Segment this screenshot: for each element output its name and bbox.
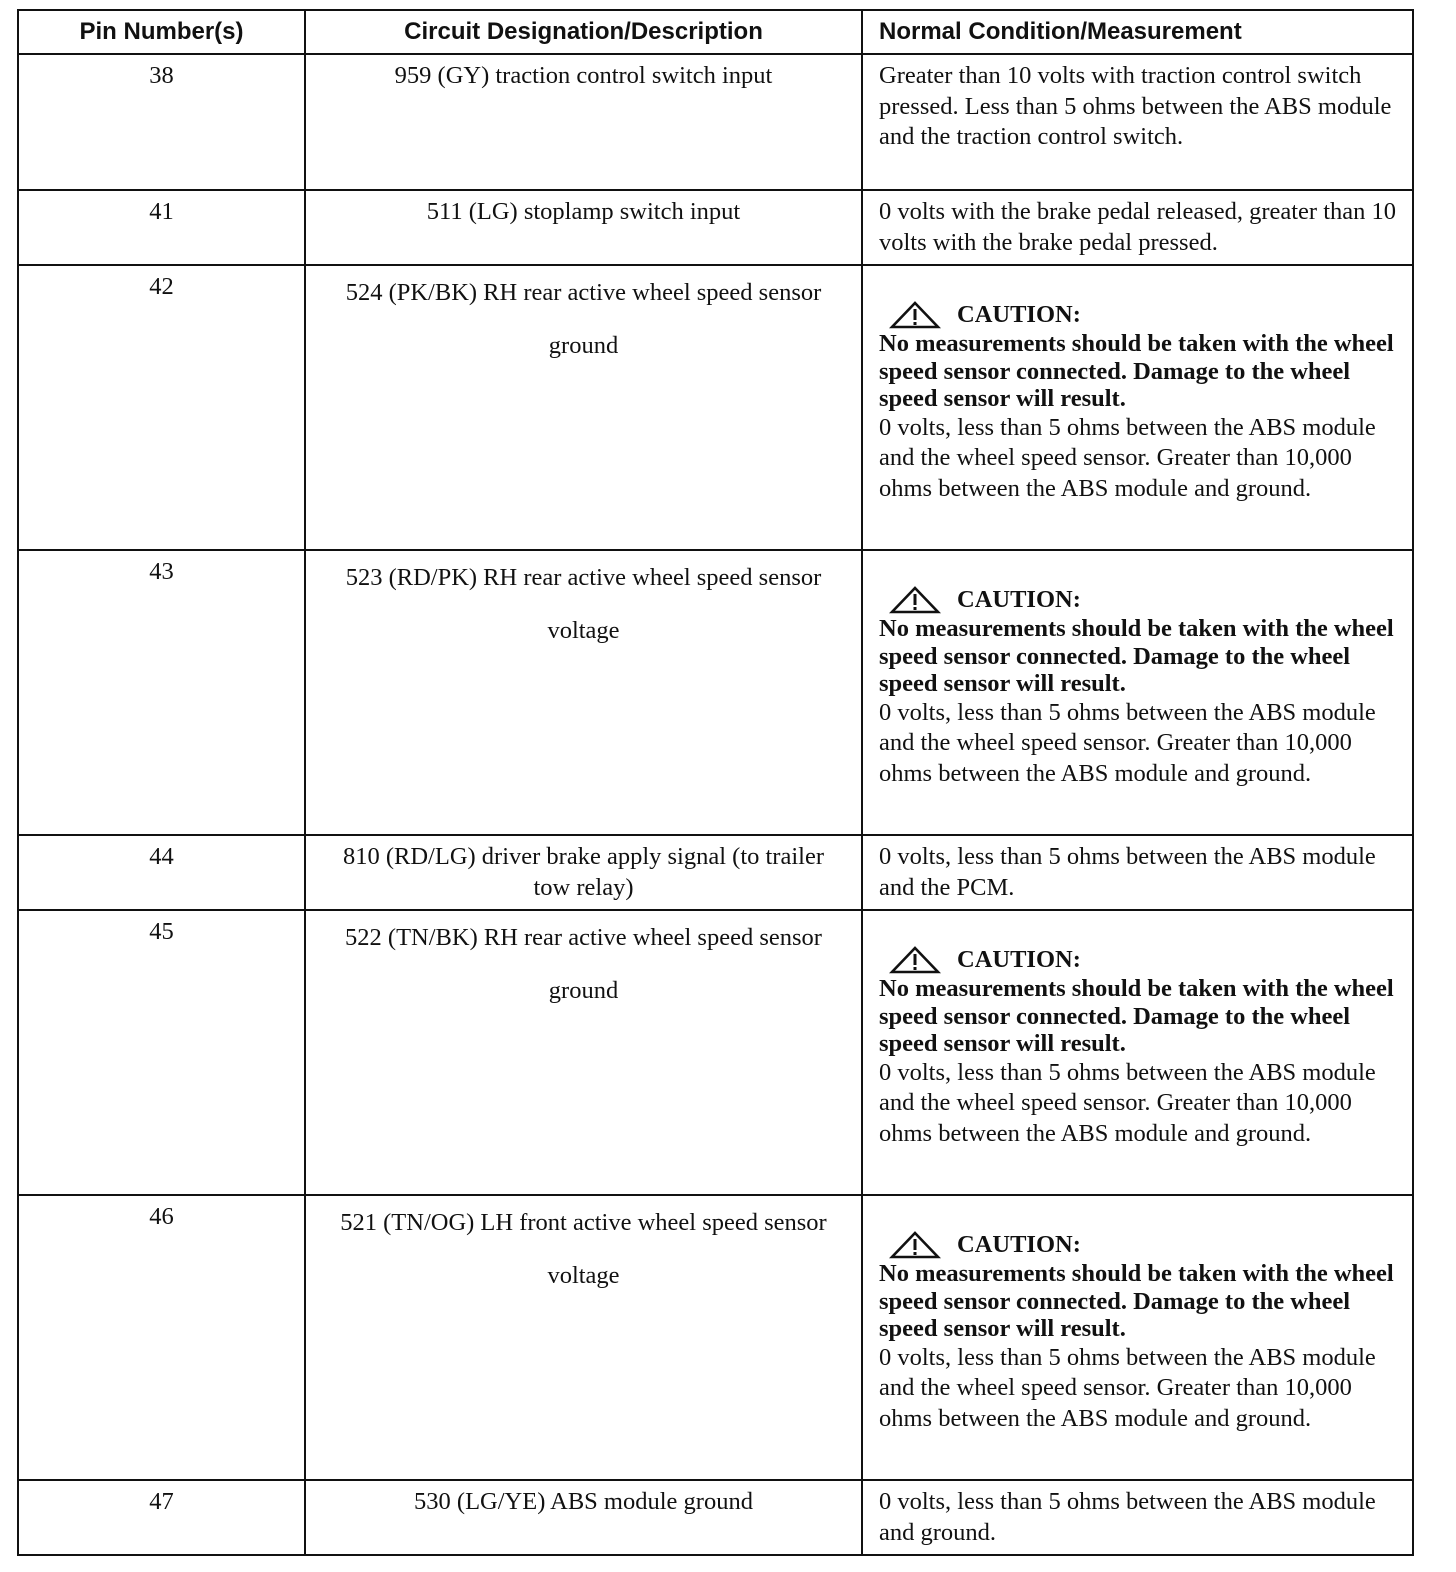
measurement-cell: 0 volts, less than 5 ohms between the ABS module and the PCM. bbox=[862, 835, 1413, 910]
pin-cell: 44 bbox=[18, 835, 305, 910]
measurement-cell: 0 volts with the brake pedal released, greater than 10 volts with the brake pedal pressed. bbox=[862, 190, 1413, 265]
measurement-cell bbox=[862, 1195, 1413, 1480]
table-row bbox=[18, 54, 1413, 190]
caution-text: No measurements should be taken with the wheel speed sensor connected. Damage to the wheel speed sensor will result. bbox=[879, 330, 1394, 412]
table-row bbox=[18, 265, 1413, 550]
pin-table bbox=[17, 9, 1414, 1556]
caution-heading bbox=[879, 945, 1400, 975]
caution-text: No measurements should be taken with the wheel speed sensor connected. Damage to the wheel speed sensor will result. bbox=[879, 975, 1394, 1057]
measurement-cell bbox=[862, 550, 1413, 835]
measurement-text: 0 volts, less than 5 ohms between the ABS module and the wheel speed sensor. Greater than 10,000 ohms between the ABS module and ground. bbox=[879, 1343, 1376, 1432]
circuit-cell: 523 (RD/PK) RH rear active wheel speed sensor voltage bbox=[305, 550, 862, 835]
pin-cell: 47 bbox=[18, 1480, 305, 1555]
circuit-cell: 524 (PK/BK) RH rear active wheel speed sensor ground bbox=[305, 265, 862, 550]
pin-cell: 43 bbox=[18, 550, 305, 835]
warning-triangle-icon bbox=[889, 300, 941, 330]
circuit-cell: 530 (LG/YE) ABS module ground bbox=[305, 1480, 862, 1555]
table-row bbox=[18, 910, 1413, 1195]
pin-cell: 42 bbox=[18, 265, 305, 550]
caution-heading bbox=[879, 585, 1400, 615]
warning-triangle-icon bbox=[889, 1230, 941, 1260]
caution-label: CAUTION: bbox=[957, 586, 1081, 613]
table-row bbox=[18, 190, 1413, 265]
measurement-cell: 0 volts, less than 5 ohms between the ABS module and ground. bbox=[862, 1480, 1413, 1555]
measurement-text: 0 volts, less than 5 ohms between the ABS module and the wheel speed sensor. Greater than 10,000 ohms between the ABS module and ground. bbox=[879, 413, 1376, 502]
circuit-cell: 511 (LG) stoplamp switch input bbox=[305, 190, 862, 265]
caution-text: No measurements should be taken with the wheel speed sensor connected. Damage to the wheel speed sensor will result. bbox=[879, 615, 1394, 697]
measurement-cell bbox=[862, 265, 1413, 550]
circuit-cell: 522 (TN/BK) RH rear active wheel speed sensor ground bbox=[305, 910, 862, 1195]
warning-triangle-icon bbox=[889, 585, 941, 615]
table-row bbox=[18, 1480, 1413, 1555]
caution-label: CAUTION: bbox=[957, 301, 1081, 328]
caution-label: CAUTION: bbox=[957, 1231, 1081, 1258]
circuit-cell: 521 (TN/OG) LH front active wheel speed sensor voltage bbox=[305, 1195, 862, 1480]
header-row bbox=[18, 10, 1413, 54]
header-pin: Pin Number(s) bbox=[18, 10, 305, 54]
circuit-cell: 959 (GY) traction control switch input bbox=[305, 54, 862, 190]
measurement-text: 0 volts, less than 5 ohms between the ABS module and the wheel speed sensor. Greater than 10,000 ohms between the ABS module and ground. bbox=[879, 1058, 1376, 1147]
pin-cell: 41 bbox=[18, 190, 305, 265]
measurement-text: 0 volts, less than 5 ohms between the ABS module and the wheel speed sensor. Greater than 10,000 ohms between the ABS module and ground. bbox=[879, 698, 1376, 787]
header-circuit: Circuit Designation/Description bbox=[305, 10, 862, 54]
table-row bbox=[18, 1195, 1413, 1480]
circuit-cell: 810 (RD/LG) driver brake apply signal (to trailer tow relay) bbox=[305, 835, 862, 910]
pin-cell: 38 bbox=[18, 54, 305, 190]
pin-cell: 46 bbox=[18, 1195, 305, 1480]
header-condition: Normal Condition/Measurement bbox=[862, 10, 1413, 54]
table-row bbox=[18, 550, 1413, 835]
measurement-cell bbox=[862, 910, 1413, 1195]
table-row bbox=[18, 835, 1413, 910]
measurement-cell: Greater than 10 volts with traction control switch pressed. Less than 5 ohms between the ABS module and the traction control switch. bbox=[862, 54, 1413, 190]
caution-text: No measurements should be taken with the wheel speed sensor connected. Damage to the wheel speed sensor will result. bbox=[879, 1260, 1394, 1342]
caution-label: CAUTION: bbox=[957, 946, 1081, 973]
caution-heading bbox=[879, 300, 1400, 330]
warning-triangle-icon bbox=[889, 945, 941, 975]
pin-cell: 45 bbox=[18, 910, 305, 1195]
caution-heading bbox=[879, 1230, 1400, 1260]
